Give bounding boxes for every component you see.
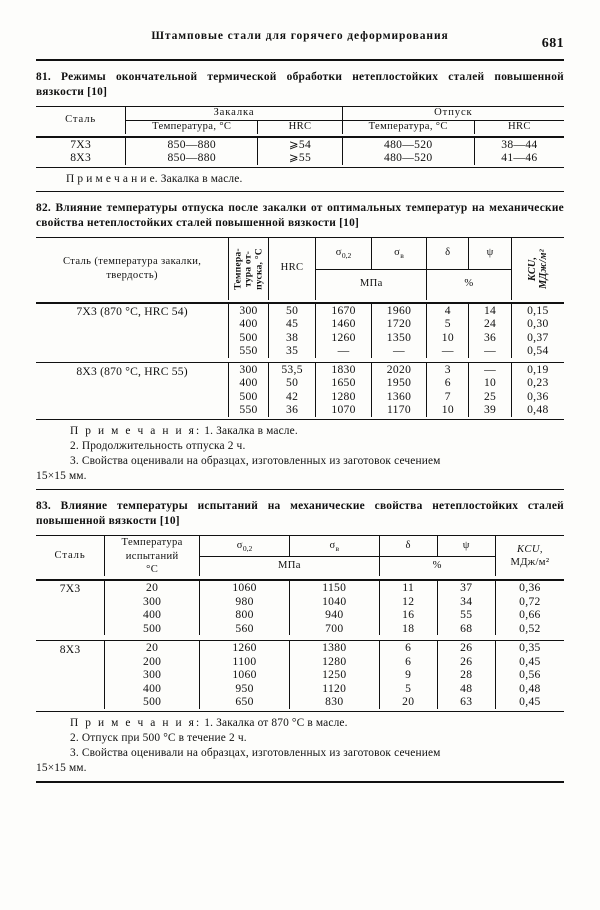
th-quench-group: Закалка xyxy=(126,107,342,120)
cell-sigma-02: 650 xyxy=(200,695,290,709)
cell-delta: 4 xyxy=(427,303,469,318)
cell-steel: 8Х3 xyxy=(36,151,126,165)
th-steel-quench-hardness: Сталь (температура закалки, твердость) xyxy=(36,238,229,300)
cell-psi: — xyxy=(469,362,511,376)
cell-psi: — xyxy=(469,344,511,358)
th-percent: % xyxy=(427,269,511,299)
table-82-header-row-1 xyxy=(36,238,564,270)
cell-delta: 9 xyxy=(379,668,437,682)
cell-sigma-02: 1060 xyxy=(200,668,290,682)
cell-psi: 26 xyxy=(437,641,495,655)
cell-sigma-02: 1070 xyxy=(316,403,371,417)
cell-sigma-02: 800 xyxy=(200,608,290,622)
table-82-notes-lead: П р и м е ч а н и я: xyxy=(70,424,202,437)
table-row xyxy=(36,595,564,609)
cell-delta: 12 xyxy=(379,595,437,609)
cell-delta: 11 xyxy=(379,580,437,595)
cell-sigma-b: 1150 xyxy=(289,580,379,595)
table-row xyxy=(36,608,564,622)
cell-steel: 7Х3 xyxy=(36,137,126,152)
cell-kcu: 0,23 xyxy=(527,376,549,390)
cell-psi: 10 xyxy=(469,376,511,390)
table-row xyxy=(36,641,564,655)
th-steel: Сталь xyxy=(36,107,126,133)
table-row xyxy=(36,655,564,669)
cell-temper-hrc: 41—46 xyxy=(501,151,538,164)
table-83-note-3: 3. Свойства оценивали на образцах, изготовленных из заготовок сечением xyxy=(70,746,441,759)
th-psi: ψ xyxy=(469,238,511,270)
cell-sigma-02: 1670 xyxy=(316,303,371,318)
cell-test-temp: 400 xyxy=(105,608,200,622)
table-82 xyxy=(36,238,564,417)
cell-kcu: 0,45 xyxy=(519,695,541,709)
table-row xyxy=(36,695,564,709)
cell-test-temp: 500 xyxy=(105,695,200,709)
cell-test-temp: 20 xyxy=(105,580,200,595)
table-83-notes xyxy=(36,716,564,777)
cell-sigma-b: 1250 xyxy=(289,668,379,682)
running-head xyxy=(36,0,564,52)
table-82-notes xyxy=(36,424,564,485)
table-81-note xyxy=(36,172,564,187)
th-mpa: МПа xyxy=(200,557,380,576)
page-number: 681 xyxy=(541,36,564,51)
cell-sigma-b: 1170 xyxy=(371,403,426,417)
cell-psi: 39 xyxy=(469,403,511,417)
cell-delta: 7 xyxy=(427,390,469,404)
table-81-header-row-1 xyxy=(36,107,564,120)
cell-temper-temp: 400 xyxy=(229,317,269,331)
th-temper-group: Отпуск xyxy=(342,107,564,120)
cell-kcu: 0,37 xyxy=(527,330,549,344)
th-test-temperature xyxy=(105,536,200,576)
cell-temper-temp: 300 xyxy=(229,303,269,318)
cell-hrc: 45 xyxy=(268,317,316,331)
th-delta: δ xyxy=(379,536,437,556)
cell-hrc: 36 xyxy=(268,403,316,417)
cell-kcu: 0,54 xyxy=(527,344,549,358)
th-kcu-rotated xyxy=(511,238,564,300)
cell-sigma-02: 1100 xyxy=(200,655,290,669)
th-temper-hrc: HRC xyxy=(507,120,531,132)
cell-sigma-b: 1350 xyxy=(371,331,426,345)
cell-sigma-b: — xyxy=(371,344,426,358)
cell-sigma-b: 1720 xyxy=(371,317,426,331)
cell-psi: 48 xyxy=(437,682,495,696)
table-81-note-text: П р и м е ч а н и е. Закалка в масле. xyxy=(66,172,243,185)
cell-psi: 28 xyxy=(437,668,495,682)
th-sigma-b: $\sigma_в$ xyxy=(371,238,426,270)
cell-sigma-02: — xyxy=(316,344,371,358)
cell-delta: 5 xyxy=(379,682,437,696)
cell-psi: 14 xyxy=(469,303,511,318)
cell-sigma-02: 1460 xyxy=(316,317,371,331)
cell-temper-temp: 550 xyxy=(229,403,269,417)
cell-psi: 68 xyxy=(437,622,495,636)
cell-temper-temp: 550 xyxy=(229,344,269,358)
table-83-note-1: 1. Закалка от 870 °C в масле. xyxy=(204,716,348,729)
cell-sigma-02: 1260 xyxy=(316,331,371,345)
cell-delta: 10 xyxy=(427,331,469,345)
cell-sigma-02: 1650 xyxy=(316,376,371,390)
cell-sigma-b: 1280 xyxy=(289,655,379,669)
cell-delta: — xyxy=(427,344,469,358)
th-temper-temp-line3: пуска, °C xyxy=(252,247,264,290)
cell-temper-temp: 300 xyxy=(229,362,269,376)
cell-sigma-02: 980 xyxy=(200,595,290,609)
table-81-end-rule xyxy=(36,191,564,192)
cell-delta: 6 xyxy=(427,376,469,390)
cell-delta: 6 xyxy=(379,655,437,669)
th-psi: ψ xyxy=(437,536,495,556)
cell-sigma-02: 1830 xyxy=(316,362,371,376)
cell-quench-temp: 850—880 xyxy=(126,137,258,152)
cell-psi: 55 xyxy=(437,608,495,622)
cell-sigma-b: 1120 xyxy=(289,682,379,696)
table-83 xyxy=(36,536,564,708)
table-82-note-3: 3. Свойства оценивали на образцах, изготовленных из заготовок сечением xyxy=(70,455,441,468)
cell-steel-group: 7Х3 (870 °C, HRC 54) xyxy=(36,303,229,358)
cell-test-temp: 300 xyxy=(105,668,200,682)
th-sigma-02: $\sigma_{0,2}$ xyxy=(316,238,371,270)
th-test-temp-line2: испытаний xyxy=(125,550,179,562)
cell-temper-temp: 480—520 xyxy=(342,137,474,152)
cell-delta: 3 xyxy=(427,362,469,376)
th-kcu-line2: МДж/м² xyxy=(537,248,549,289)
table-row xyxy=(36,580,564,595)
th-hrc: HRC xyxy=(268,238,316,300)
cell-sigma-b: 2020 xyxy=(371,362,426,376)
table-82-caption: 82. Влияние температуры отпуска после закалки от оптимальных температур на механические свойства нетеплостойких сталей повышенной вязкости [10] xyxy=(36,201,564,229)
cell-psi: 34 xyxy=(437,595,495,609)
cell-temper-hrc: 38—44 xyxy=(501,137,538,151)
cell-temper-temp: 480—520 xyxy=(342,151,474,165)
table-row xyxy=(36,137,564,152)
cell-kcu: 0,19 xyxy=(527,362,549,376)
cell-delta: 6 xyxy=(379,641,437,655)
th-delta: δ xyxy=(427,238,469,270)
th-kcu-line1: KCU, xyxy=(516,544,543,556)
table-row xyxy=(36,622,564,636)
table-83-notes-lead: П р и м е ч а н и я: xyxy=(70,716,202,729)
cell-kcu: 0,72 xyxy=(519,594,541,608)
table-83-bottom-rule xyxy=(36,711,564,712)
cell-hrc: 50 xyxy=(268,303,316,318)
cell-kcu: 0,52 xyxy=(519,621,541,635)
th-percent: % xyxy=(379,557,495,576)
cell-psi: 36 xyxy=(469,331,511,345)
table-row xyxy=(36,303,564,318)
th-quench-hrc: HRC xyxy=(258,120,342,133)
cell-kcu: 0,36 xyxy=(527,389,549,403)
cell-sigma-02: 1280 xyxy=(316,390,371,404)
cell-hrc: 35 xyxy=(268,344,316,358)
cell-delta: 18 xyxy=(379,622,437,636)
cell-psi: 24 xyxy=(469,317,511,331)
table-83-note-3-cont: 15×15 мм. xyxy=(36,762,87,775)
cell-quench-hrc: ⩾54 xyxy=(258,137,342,152)
cell-sigma-b: 830 xyxy=(289,695,379,709)
cell-sigma-02: 560 xyxy=(200,622,290,636)
cell-hrc: 50 xyxy=(268,376,316,390)
th-temper-temp-line2: тура от- xyxy=(242,250,254,287)
th-sigma-b: $\sigma_в$ xyxy=(289,536,379,556)
cell-kcu: 0,45 xyxy=(519,654,541,668)
th-kcu-line1: KCU, xyxy=(526,256,538,281)
table-row xyxy=(36,362,564,376)
cell-sigma-b: 700 xyxy=(289,622,379,636)
running-head-title: Штамповые стали для горячего деформирования xyxy=(151,30,449,42)
table-83-caption: 83. Влияние температуры испытаний на механические свойства нетеплостойких сталей повышенной вязкости [10] xyxy=(36,500,564,528)
table-82-end-rule xyxy=(36,489,564,490)
th-quench-temperature: Температура, °C xyxy=(126,120,258,133)
cell-steel-group: 7Х3 xyxy=(36,580,105,635)
cell-kcu: 0,30 xyxy=(527,317,549,331)
th-steel: Сталь xyxy=(36,536,105,576)
table-row xyxy=(36,682,564,696)
table-82-bottom-rule xyxy=(36,419,564,420)
cell-sigma-02: 1260 xyxy=(200,641,290,655)
cell-temper-temp: 400 xyxy=(229,376,269,390)
cell-steel-group: 8Х3 (870 °C, HRC 55) xyxy=(36,362,229,417)
th-mpa: МПа xyxy=(316,269,427,299)
cell-delta: 16 xyxy=(379,608,437,622)
cell-delta: 5 xyxy=(427,317,469,331)
table-81 xyxy=(36,107,564,164)
cell-sigma-b: 1960 xyxy=(371,303,426,318)
cell-kcu: 0,56 xyxy=(519,668,541,682)
cell-sigma-b: 1360 xyxy=(371,390,426,404)
cell-steel-group: 8Х3 xyxy=(36,641,105,709)
th-test-temp-line3: °C xyxy=(146,563,159,575)
cell-sigma-b: 1950 xyxy=(371,376,426,390)
cell-test-temp: 20 xyxy=(105,641,200,655)
cell-hrc: 53,5 xyxy=(268,362,316,376)
cell-delta: 20 xyxy=(379,695,437,709)
cell-kcu: 0,35 xyxy=(519,641,541,655)
cell-temper-temp: 500 xyxy=(229,331,269,345)
cell-test-temp: 300 xyxy=(105,595,200,609)
cell-psi: 25 xyxy=(469,390,511,404)
table-83-note-2: 2. Отпуск при 500 °C в течение 2 ч. xyxy=(70,731,247,744)
cell-quench-hrc: ⩾55 xyxy=(258,151,342,165)
th-test-temp-line1: Температура xyxy=(121,537,183,549)
th-temper-temp-line1: Темпера- xyxy=(231,247,243,290)
table-81-bottom-rule xyxy=(36,167,564,168)
th-kcu-line2: МДж/м² xyxy=(510,557,550,569)
cell-delta: 10 xyxy=(427,403,469,417)
table-row xyxy=(36,668,564,682)
cell-kcu: 0,15 xyxy=(527,303,549,317)
cell-kcu: 0,36 xyxy=(519,581,541,595)
table-row xyxy=(36,151,564,165)
cell-quench-temp: 850—880 xyxy=(126,151,258,165)
table-83-header-row-1 xyxy=(36,536,564,556)
th-sigma-02: $\sigma_{0,2}$ xyxy=(200,536,290,556)
table-81-caption: 81. Режимы окончательной термической обработки нетеплостойких сталей повышенной вязкости [10] xyxy=(36,71,564,99)
cell-psi: 26 xyxy=(437,655,495,669)
table-82-note-2: 2. Продолжительность отпуска 2 ч. xyxy=(70,439,246,452)
header-rule xyxy=(36,59,564,61)
th-temper-temperature-rotated xyxy=(229,238,269,300)
cell-kcu: 0,48 xyxy=(519,681,541,695)
cell-test-temp: 200 xyxy=(105,655,200,669)
cell-psi: 63 xyxy=(437,695,495,709)
cell-sigma-02: 1060 xyxy=(200,580,290,595)
table-82-note-1: 1. Закалка в масле. xyxy=(204,424,298,437)
cell-hrc: 38 xyxy=(268,331,316,345)
cell-sigma-b: 1380 xyxy=(289,641,379,655)
cell-test-temp: 400 xyxy=(105,682,200,696)
cell-sigma-b: 1040 xyxy=(289,595,379,609)
page-bottom-rule xyxy=(36,781,564,783)
cell-kcu: 0,48 xyxy=(527,403,549,417)
table-82-note-3-cont: 15×15 мм. xyxy=(36,470,87,483)
cell-hrc: 42 xyxy=(268,390,316,404)
th-kcu xyxy=(495,536,564,576)
cell-test-temp: 500 xyxy=(105,622,200,636)
cell-kcu: 0,66 xyxy=(519,608,541,622)
cell-psi: 37 xyxy=(437,580,495,595)
cell-temper-temp: 500 xyxy=(229,390,269,404)
th-temper-temperature: Температура, °C xyxy=(342,120,474,133)
cell-sigma-b: 940 xyxy=(289,608,379,622)
cell-sigma-02: 950 xyxy=(200,682,290,696)
